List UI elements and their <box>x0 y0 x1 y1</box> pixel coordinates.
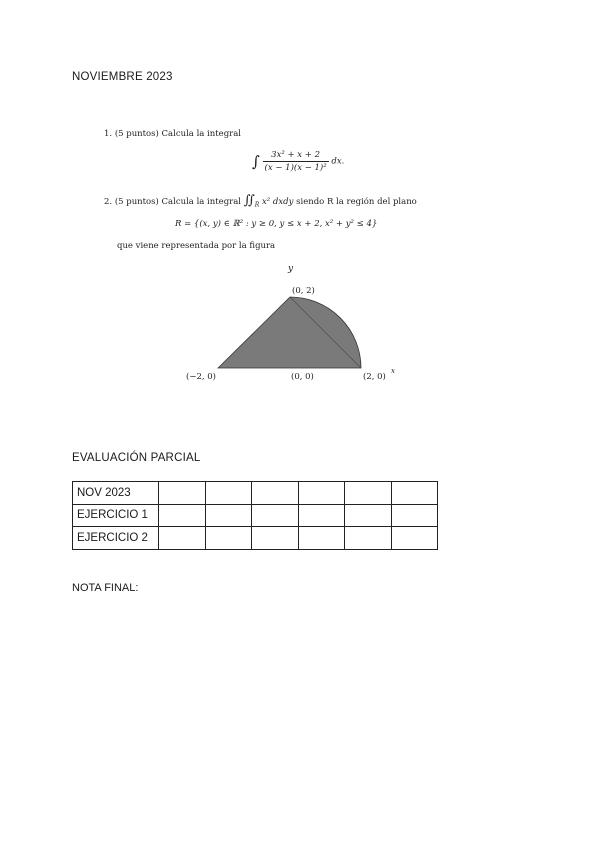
row-label: EJERCICIO 2 <box>73 527 159 550</box>
region-figure <box>180 255 420 390</box>
problem-2-text-a: (5 puntos) Calcula la integral <box>114 197 241 207</box>
grade-cell <box>252 527 299 550</box>
problem-2-number: 2. <box>104 197 113 207</box>
grade-cell <box>298 482 345 505</box>
grade-cell <box>205 527 252 550</box>
point-left-label: (−2, 0) <box>186 372 216 382</box>
grade-cell <box>345 482 392 505</box>
table-row <box>73 504 438 527</box>
grade-cell <box>298 504 345 527</box>
row-label: EJERCICIO 1 <box>73 504 159 527</box>
grade-cell <box>391 482 438 505</box>
grade-cell <box>159 482 206 505</box>
fraction-denominator: (x − 1)(x − 1)² <box>264 163 327 173</box>
evaluation-title: EVALUACIÓN PARCIAL <box>72 452 201 464</box>
y-axis-label: y <box>288 264 294 274</box>
grade-cell <box>205 504 252 527</box>
shaded-region <box>218 297 361 368</box>
point-origin-label: (0, 0) <box>291 372 314 382</box>
grade-cell <box>298 527 345 550</box>
problem-2-statement <box>104 193 417 209</box>
integral-sign: ∫ <box>252 152 260 171</box>
point-top-label: (0, 2) <box>292 286 315 296</box>
differential: dx. <box>331 156 345 167</box>
row-label: NOV 2023 <box>73 482 159 505</box>
grade-table <box>72 481 438 550</box>
integrand-fraction <box>263 150 329 173</box>
grade-cell <box>345 527 392 550</box>
page-title: NOVIEMBRE 2023 <box>72 71 173 83</box>
final-grade-label: NOTA FINAL: <box>72 582 139 594</box>
grade-cell <box>391 504 438 527</box>
grade-cell <box>252 504 299 527</box>
fraction-numerator: 3x² + x + 2 <box>263 150 329 162</box>
problem-2-integrand: x² dxdy <box>262 197 294 207</box>
problem-1-number: 1. <box>104 129 113 139</box>
figure-caption: que viene representada por la figura <box>117 241 276 251</box>
grade-cell <box>391 527 438 550</box>
grade-cell <box>205 482 252 505</box>
problem-1-text: (5 puntos) Calcula la integral <box>114 129 241 139</box>
grade-cell <box>252 482 299 505</box>
point-right-label: (2, 0) <box>363 372 386 382</box>
grade-cell <box>159 504 206 527</box>
table-row <box>73 482 438 505</box>
double-integral-sign: ∬ <box>243 193 255 208</box>
grade-cell <box>345 504 392 527</box>
problem-2-text-b: siendo R la región del plano <box>296 197 417 207</box>
table-row <box>73 527 438 550</box>
problem-1-statement <box>104 129 241 139</box>
region-definition: R = {(x, y) ∈ ℝ² : y ≥ 0, y ≤ x + 2, x² + y² ≤ 4} <box>175 219 378 229</box>
x-axis-label: x <box>391 367 395 375</box>
problem-1-integral <box>252 150 344 173</box>
region-subscript: R <box>254 201 260 209</box>
grade-cell <box>159 527 206 550</box>
